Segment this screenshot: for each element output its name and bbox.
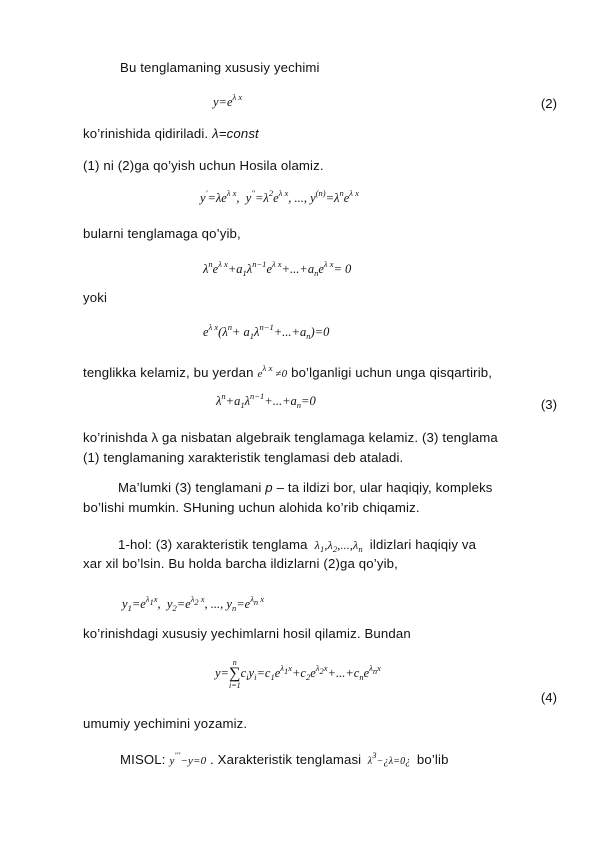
equation-number-2: (2) (540, 96, 557, 111)
text-line: umumiy yechimini yozamiz. (83, 716, 248, 731)
formula-derivatives: $y'=\lambda e^{\lambda x}$, $y''=\lambda^2e^{\lambda x}$, ..., $y^{(n)}=\lambda^ne^{\lambda x}$ (200, 188, 359, 205)
text-line: yoki (83, 290, 108, 305)
text-line (120, 746, 449, 771)
text-line: ko’rinishdagi xususiy yechimlarni hosil qilamiz. Bundan (83, 626, 411, 641)
text-line: (1) tenglamaning xarakteristik tenglamasi deb ataladi. (83, 450, 404, 465)
equation-number-4: (4) (540, 690, 557, 705)
paragraph-intro: Bu tenglamaning xususiy yechimi (120, 60, 320, 75)
formula-particular-solution: $y=e^{\lambda x}$ (213, 92, 243, 109)
text-line: bo’lishi mumkin. SHuning uchun alohida ko’rib chiqamiz. (83, 500, 420, 515)
formula-general-solution: y= n ∑ i=1 $c_iy_i=c_1e^{\lambda_1x}+c_2e^{\lambda_2x}+...+c_ne^{\lambda_nx}$ (215, 658, 381, 690)
text-fragment: tenglikka kelamiz, bu yerdan (83, 365, 254, 380)
text-line: ko’rinishda λ ga nisbatan algebraik tenglamaga kelamiz. (3) tenglama (83, 430, 498, 445)
text-fragment: – ta ildizi bor, ular haqiqiy, kompleks (276, 480, 493, 495)
equation-number-3: (3) (540, 397, 557, 412)
text-line: xar xil bo’lsin. Bu holda barcha ildizlarni (2)ga qo’yib, (83, 556, 398, 571)
text-fragment: bo’lganligi uchun unga qisqartirib, (291, 365, 493, 380)
formula-factored: $e^{\lambda x}(\lambda^n+ a_1\lambda^{n-1}+...+a_n)=0$ (203, 322, 330, 341)
formula-example-characteristic: $\lambda^3-¿\lambda=0¿$ (365, 750, 414, 767)
formula-solutions: $y_1=e^{\lambda_1x}$, $y_2=e^{\lambda_2 x}$, ..., $y_n=e^{\lambda_n x}$ (122, 594, 265, 613)
text-fragment: Ma’lumki (3) tenglamani (118, 480, 262, 495)
text-fragment: p (265, 480, 273, 495)
formula-characteristic: $\lambda^n+a_1\lambda^{n-1}+...+a_n=0$ (216, 391, 316, 410)
text-line (83, 126, 259, 142)
text-line (118, 480, 493, 496)
formula-example: y'''−y=0 (169, 750, 207, 767)
text-fragment: bo’lib (416, 752, 449, 767)
text-fragment: . Xarakteristik tenglamasi (210, 752, 362, 767)
text-fragment: ko’rinishida qidiriladi. (83, 126, 209, 141)
formula-roots: $\lambda_1,\lambda_2,...,\lambda_n$ (311, 538, 363, 554)
text-line (118, 536, 476, 558)
lambda-const: λ=const (212, 126, 259, 141)
text-line: (1) ni (2)ga qo’yish uchun Hosila olamiz. (83, 158, 324, 173)
formula-substituted: $\lambda^ne^{\lambda x}+a_1\lambda^{n-1}e^{\lambda x}+...+a_ne^{\lambda x}= 0$ (203, 259, 352, 278)
text-fragment: ildizlari haqiqiy va (369, 537, 477, 552)
text-line (83, 359, 492, 383)
text-fragment: MISOL: (120, 752, 166, 767)
text-fragment: 1-hol: (3) xarakteristik tenglama (118, 537, 308, 552)
formula-nonzero: $e^{\lambda x} \ne 0$ (257, 363, 288, 380)
text-line: bularni tenglamaga qo’yib, (83, 226, 241, 241)
